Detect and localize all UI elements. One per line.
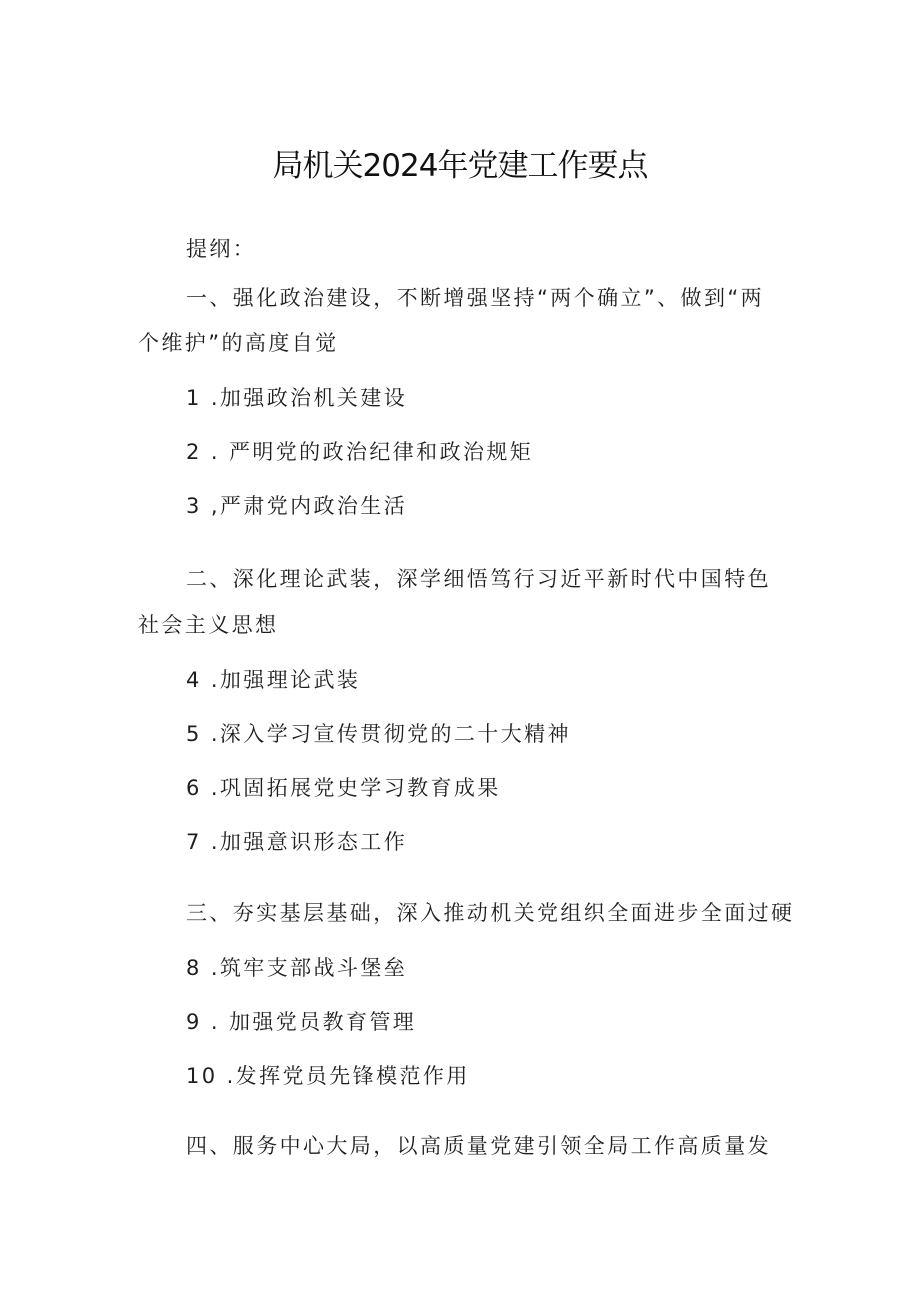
list-item: 1 .加强政治机关建设: [186, 386, 408, 410]
list-item: 5 .深入学习宣传贯彻党的二十大精神: [186, 722, 571, 746]
list-item: 10 .发挥党员先锋模范作用: [186, 1064, 470, 1088]
section-3-heading-line1: 三、夯实基层基础，深入推动机关党组织全面进步全面过硬: [186, 901, 795, 925]
outline-label: 提纲：: [186, 237, 257, 261]
list-item: 2 . 严明党的政治纪律和政治规矩: [186, 440, 534, 464]
list-item: 4 .加强理论武装: [186, 668, 361, 692]
section-1-heading-line2: 个维护”的高度自觉: [138, 331, 339, 355]
list-item: 8 .筑牢支部战斗堡垒: [186, 956, 408, 980]
section-4-heading-line1: 四、服务中心大局，以高质量党建引领全局工作高质量发: [186, 1134, 771, 1158]
list-item: 3 ,严肃党内政治生活: [186, 494, 408, 518]
list-item: 6 .巩固拓展党史学习教育成果: [186, 776, 501, 800]
section-1-heading-line1: 一、强化政治建设，不断增强坚持“两个确立”、做到“两: [186, 286, 765, 310]
document-title: 局机关2024年党建工作要点: [272, 148, 648, 184]
list-item: 9 . 加强党员教育管理: [186, 1010, 417, 1034]
list-item: 7 .加强意识形态工作: [186, 830, 408, 854]
section-2-heading-line2: 社会主义思想: [138, 613, 279, 637]
section-2-heading-line1: 二、深化理论武装，深学细悟笃行习近平新时代中国特色: [186, 567, 771, 591]
